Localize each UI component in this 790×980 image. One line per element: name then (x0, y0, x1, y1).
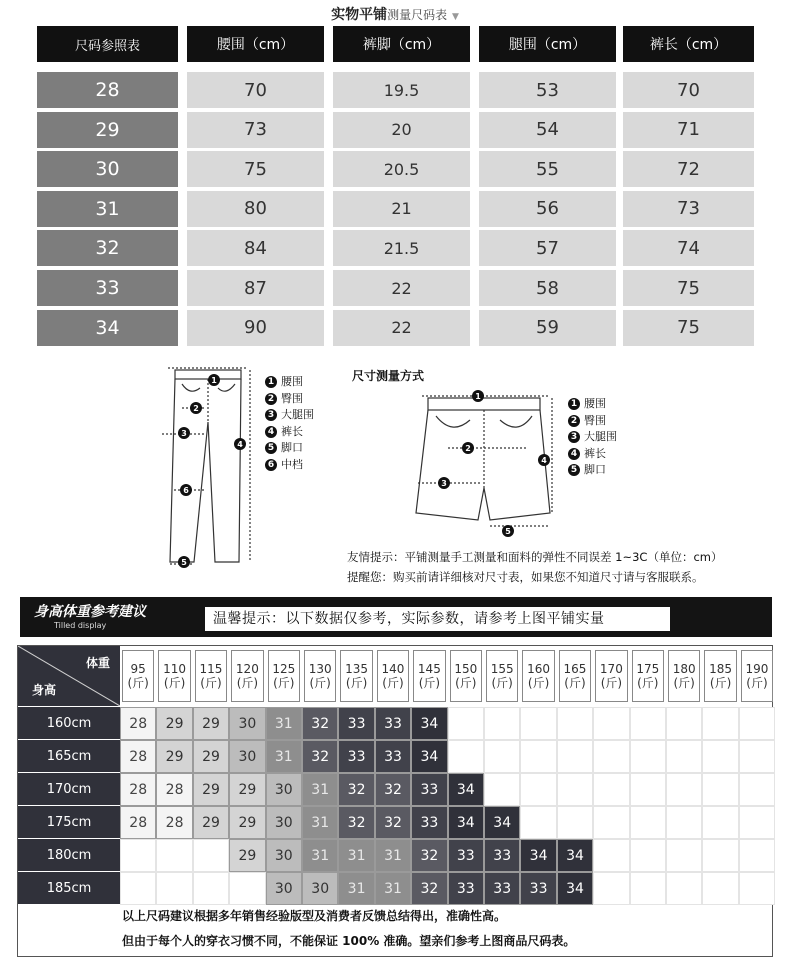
size-recommendation-cell: 29 (193, 806, 229, 839)
weight-value: 120 (235, 662, 259, 676)
weight-value: 140 (381, 662, 405, 676)
svg-text:1: 1 (211, 376, 217, 385)
weight-unit: (斤) (637, 676, 659, 690)
size-label-cell: 29 (37, 112, 178, 148)
empty-cell (666, 773, 702, 806)
weight-value: 115 (199, 662, 223, 676)
legend-label: 脚口 (281, 441, 303, 454)
weight-value: 155 (490, 662, 514, 676)
height-label-cell: 160cm (18, 707, 120, 740)
size-recommendation-cell: 32 (411, 872, 447, 905)
reminder-note: 提醒您：购买前请详细核对尺寸表，如果您不知道尺寸请与客服联系。 (347, 570, 704, 584)
table-corner (18, 646, 120, 706)
weight-value: 175 (636, 662, 660, 676)
weight-value: 190 (745, 662, 769, 676)
table-value-cell: 22 (333, 270, 470, 306)
size-recommendation-cell: 33 (338, 707, 374, 740)
empty-cell (702, 740, 738, 773)
weight-header-cell (704, 650, 736, 702)
size-label-cell: 33 (37, 270, 178, 306)
table-value-cell: 75 (623, 310, 754, 346)
size-recommendation-cell: 29 (229, 839, 265, 872)
weight-unit: (斤) (527, 676, 550, 690)
legend-label: 中档 (281, 457, 303, 471)
weight-header-cell (195, 650, 227, 702)
table-value-cell: 59 (479, 310, 616, 346)
weight-unit: (斤) (491, 676, 513, 690)
size-recommendation-cell: 32 (302, 707, 338, 740)
empty-cell (593, 707, 629, 740)
size-recommendation-cell: 32 (375, 806, 411, 839)
legend-number-icon: 4 (568, 448, 580, 460)
size-recommendation-cell: 33 (520, 872, 556, 905)
weight-header-cell (122, 650, 154, 702)
empty-cell (557, 773, 593, 806)
table-value-cell: 20 (333, 112, 470, 148)
size-recommendation-cell: 31 (375, 839, 411, 872)
table-value-cell: 70 (623, 72, 754, 108)
legend-item (568, 446, 617, 463)
shorts-caption: 尺寸测量方式 (352, 369, 425, 383)
table-value-cell: 53 (479, 72, 616, 108)
size-recommendation-cell: 34 (484, 806, 520, 839)
weight-header-cell (486, 650, 518, 702)
weight-unit: (斤) (418, 676, 441, 690)
size-recommendation-cell: 31 (266, 740, 302, 773)
size-recommendation-cell: 34 (557, 839, 593, 872)
size-recommendation-cell: 33 (411, 773, 447, 806)
legend-number-icon: 1 (568, 398, 580, 410)
table-value-cell: 75 (187, 151, 324, 187)
empty-cell (484, 707, 520, 740)
empty-cell (739, 773, 775, 806)
legend-number-icon: 3 (265, 409, 277, 421)
table-value-cell: 90 (187, 310, 324, 346)
empty-cell (156, 872, 192, 905)
weight-unit: (斤) (273, 676, 295, 690)
size-recommendation-cell: 32 (302, 740, 338, 773)
size-recommendation-cell: 33 (375, 740, 411, 773)
height-label-cell: 185cm (18, 872, 120, 905)
empty-cell (520, 707, 556, 740)
size-recommendation-cell: 28 (120, 806, 156, 839)
weight-unit: (斤) (455, 676, 477, 690)
weight-header-cell (158, 650, 190, 702)
empty-cell (557, 707, 593, 740)
size-recommendation-cell: 29 (229, 806, 265, 839)
size-recommendation-cell: 31 (302, 806, 338, 839)
size-recommendation-cell: 31 (375, 872, 411, 905)
table-value-cell: 73 (187, 112, 324, 148)
weight-unit: (斤) (673, 676, 695, 690)
weight-unit: (斤) (200, 676, 222, 690)
empty-cell (739, 707, 775, 740)
empty-cell (739, 740, 775, 773)
page-title (0, 4, 790, 24)
table-value-cell: 21 (333, 191, 470, 227)
size-recommendation-cell: 33 (448, 872, 484, 905)
empty-cell (193, 872, 229, 905)
empty-cell (702, 839, 738, 872)
size-recommendation-cell: 32 (338, 806, 374, 839)
size-recommendation-cell: 30 (266, 872, 302, 905)
legend-item (568, 413, 617, 430)
size-recommendation-cell: 33 (484, 872, 520, 905)
legend-label: 裤长 (281, 424, 303, 438)
size-recommendation-cell: 33 (375, 707, 411, 740)
weight-value: 145 (417, 662, 441, 676)
empty-cell (630, 806, 666, 839)
legend-item (568, 462, 617, 479)
size-label-cell: 30 (37, 151, 178, 187)
empty-cell (120, 839, 156, 872)
size-recommendation-cell: 28 (120, 773, 156, 806)
size-recommendation-cell: 34 (411, 740, 447, 773)
legend-item (265, 457, 314, 474)
empty-cell (229, 872, 265, 905)
weight-value: 170 (599, 662, 623, 676)
weight-value: 180 (672, 662, 696, 676)
weight-value: 160 (527, 662, 551, 676)
size-recommendation-cell: 28 (120, 707, 156, 740)
height-label-cell: 170cm (18, 773, 120, 806)
empty-cell (666, 707, 702, 740)
shorts-legend (568, 396, 617, 479)
legend-item (568, 429, 617, 446)
legend-item (265, 391, 314, 408)
size-recommendation-cell: 34 (557, 872, 593, 905)
svg-text:1: 1 (475, 392, 481, 401)
size-recommendation-cell: 28 (156, 806, 192, 839)
empty-cell (630, 872, 666, 905)
weight-header-cell (450, 650, 482, 702)
legend-item (265, 374, 314, 391)
table-value-cell: 55 (479, 151, 616, 187)
size-recommendation-cell: 34 (448, 773, 484, 806)
weight-unit: (斤) (564, 676, 586, 690)
banner-heading: 身高体重参考建议 (34, 604, 146, 620)
empty-cell (593, 806, 629, 839)
table-value-cell: 56 (479, 191, 616, 227)
empty-cell (666, 872, 702, 905)
legend-number-icon: 3 (568, 431, 580, 443)
legend-number-icon: 1 (265, 376, 277, 388)
empty-cell (739, 872, 775, 905)
legend-label: 腰围 (584, 397, 606, 410)
table-value-cell: 87 (187, 270, 324, 306)
weight-unit: (斤) (236, 676, 259, 690)
empty-cell (557, 806, 593, 839)
legend-number-icon: 2 (568, 415, 580, 427)
table-value-cell: 20.5 (333, 151, 470, 187)
empty-cell (630, 740, 666, 773)
weight-header-cell (632, 650, 664, 702)
corner-weight-label: 体重 (85, 656, 110, 670)
weight-header-cell (595, 650, 627, 702)
weight-header-cell (741, 650, 773, 702)
size-recommendation-cell: 32 (411, 839, 447, 872)
empty-cell (593, 839, 629, 872)
size-label-cell: 28 (37, 72, 178, 108)
size-recommendation-cell: 30 (266, 806, 302, 839)
weight-value: 130 (308, 662, 332, 676)
weight-unit: (斤) (345, 676, 368, 690)
size-label-cell: 32 (37, 230, 178, 266)
empty-cell (702, 773, 738, 806)
table-value-cell: 84 (187, 230, 324, 266)
table-header-cell: 腰围（cm） (187, 26, 324, 62)
empty-cell (520, 806, 556, 839)
empty-cell (484, 773, 520, 806)
weight-unit: (斤) (709, 676, 732, 690)
shorts-diagram (408, 388, 558, 543)
legend-number-icon: 2 (265, 393, 277, 405)
empty-cell (593, 740, 629, 773)
size-recommendation-cell: 32 (338, 773, 374, 806)
empty-cell (739, 806, 775, 839)
size-recommendation-cell: 31 (302, 839, 338, 872)
size-recommendation-cell: 33 (484, 839, 520, 872)
weight-value: 185 (709, 662, 733, 676)
weight-header-cell (340, 650, 372, 702)
weight-unit: (斤) (309, 676, 331, 690)
recommendation-banner (20, 597, 772, 637)
size-recommendation-cell: 31 (338, 839, 374, 872)
size-recommendation-cell: 32 (375, 773, 411, 806)
svg-text:3: 3 (181, 429, 187, 438)
size-recommendation-cell: 31 (338, 872, 374, 905)
empty-cell (448, 707, 484, 740)
weight-unit: (斤) (382, 676, 404, 690)
empty-cell (666, 839, 702, 872)
size-recommendation-cell: 29 (156, 740, 192, 773)
legend-label: 臀围 (281, 391, 303, 405)
size-recommendation-cell: 34 (448, 806, 484, 839)
size-recommendation-cell: 31 (302, 773, 338, 806)
weight-value: 165 (563, 662, 587, 676)
table-value-cell: 80 (187, 191, 324, 227)
table-value-cell: 74 (623, 230, 754, 266)
weight-header-cell (522, 650, 554, 702)
legend-label: 裤长 (584, 446, 606, 460)
weight-header-cell (304, 650, 336, 702)
legend-item (265, 407, 314, 424)
legend-item (568, 396, 617, 413)
table-value-cell: 71 (623, 112, 754, 148)
banner-tip: 温馨提示：以下数据仅参考，实际参数，请参考上图平铺实量 (205, 607, 670, 631)
size-recommendation-cell: 29 (193, 773, 229, 806)
weight-header-cell (231, 650, 263, 702)
weight-value: 150 (454, 662, 478, 676)
empty-cell (193, 839, 229, 872)
measurement-note: 友情提示：平铺测量手工测量和面料的弹性不同误差 1~3C（单位：cm） (347, 550, 723, 564)
size-label-cell: 31 (37, 191, 178, 227)
size-recommendation-cell: 29 (229, 773, 265, 806)
weight-unit: (斤) (746, 676, 768, 690)
empty-cell (666, 806, 702, 839)
height-label-cell: 175cm (18, 806, 120, 839)
empty-cell (520, 740, 556, 773)
weight-unit: (斤) (127, 676, 149, 690)
svg-text:4: 4 (541, 456, 547, 465)
empty-cell (630, 773, 666, 806)
svg-text:6: 6 (183, 486, 189, 495)
empty-cell (630, 839, 666, 872)
weight-header-cell (413, 650, 445, 702)
empty-cell (630, 707, 666, 740)
weight-value: 110 (163, 662, 187, 676)
svg-text:2: 2 (193, 404, 199, 413)
legend-label: 大腿围 (281, 408, 314, 421)
weight-value: 135 (345, 662, 369, 676)
empty-cell (156, 839, 192, 872)
empty-cell (702, 872, 738, 905)
empty-cell (702, 806, 738, 839)
weight-value: 125 (272, 662, 296, 676)
svg-text:5: 5 (181, 558, 187, 567)
empty-cell (593, 872, 629, 905)
legend-item (265, 424, 314, 441)
svg-text:4: 4 (237, 440, 243, 449)
weight-unit: (斤) (600, 676, 623, 690)
long-pants-legend (265, 374, 314, 473)
size-recommendation-cell: 33 (338, 740, 374, 773)
size-recommendation-cell: 33 (411, 806, 447, 839)
table-value-cell: 57 (479, 230, 616, 266)
table-value-cell: 72 (623, 151, 754, 187)
weight-header-cell (268, 650, 300, 702)
empty-cell (666, 740, 702, 773)
long-pants-diagram (160, 362, 260, 577)
svg-text:2: 2 (465, 444, 471, 453)
table-header-cell: 尺码参照表 (37, 26, 178, 62)
banner-subheading: Tilled display (54, 621, 107, 630)
svg-text:3: 3 (441, 479, 447, 488)
weight-value: 95 (130, 662, 146, 676)
size-recommendation-cell: 33 (448, 839, 484, 872)
size-recommendation-cell: 28 (120, 740, 156, 773)
size-recommendation-cell: 30 (266, 773, 302, 806)
size-recommendation-cell: 29 (156, 707, 192, 740)
table-value-cell: 54 (479, 112, 616, 148)
corner-height-label: 身高 (32, 683, 57, 697)
legend-number-icon: 5 (265, 442, 277, 454)
size-recommendation-cell: 29 (193, 707, 229, 740)
table-value-cell: 73 (623, 191, 754, 227)
size-recommendation-cell: 31 (266, 707, 302, 740)
table-value-cell: 22 (333, 310, 470, 346)
empty-cell (448, 740, 484, 773)
footer-line-1: 以上尺码建议根据多年销售经验版型及消费者反馈总结得出，准确性高。 (122, 909, 507, 923)
title-arrow-icon: ▼ (451, 12, 459, 22)
legend-item (265, 440, 314, 457)
table-value-cell: 70 (187, 72, 324, 108)
size-label-cell: 34 (37, 310, 178, 346)
table-header-cell: 裤脚（cm） (333, 26, 470, 62)
legend-number-icon: 4 (265, 426, 277, 438)
empty-cell (593, 773, 629, 806)
table-value-cell: 75 (623, 270, 754, 306)
legend-label: 腰围 (281, 375, 303, 388)
empty-cell (739, 839, 775, 872)
footer-line-2: 但由于每个人的穿衣习惯不同，不能保证 100% 准确。望亲们参考上图商品尺码表。 (122, 934, 576, 948)
size-recommendation-cell: 28 (156, 773, 192, 806)
size-recommendation-cell: 30 (229, 707, 265, 740)
svg-text:5: 5 (505, 527, 511, 536)
table-value-cell: 58 (479, 270, 616, 306)
legend-label: 大腿围 (584, 430, 617, 443)
size-recommendation-cell: 30 (229, 740, 265, 773)
legend-label: 臀围 (584, 413, 606, 427)
weight-header-cell (377, 650, 409, 702)
legend-number-icon: 5 (568, 464, 580, 476)
empty-cell (702, 707, 738, 740)
height-label-cell: 165cm (18, 740, 120, 773)
size-recommendation-cell: 30 (266, 839, 302, 872)
weight-header-cell (559, 650, 591, 702)
legend-number-icon: 6 (265, 459, 277, 471)
empty-cell (120, 872, 156, 905)
table-value-cell: 19.5 (333, 72, 470, 108)
title-sub: 测量尺码表 (387, 8, 448, 22)
empty-cell (557, 740, 593, 773)
size-recommendation-cell: 34 (520, 839, 556, 872)
legend-label: 脚口 (584, 463, 606, 476)
table-value-cell: 21.5 (333, 230, 470, 266)
title-main: 实物平铺 (331, 7, 388, 23)
table-header-cell: 腿围（cm） (479, 26, 616, 62)
table-header-cell: 裤长（cm） (623, 26, 754, 62)
weight-unit: (斤) (163, 676, 186, 690)
size-recommendation-cell: 29 (193, 740, 229, 773)
size-recommendation-cell: 30 (302, 872, 338, 905)
empty-cell (520, 773, 556, 806)
height-label-cell: 180cm (18, 839, 120, 872)
empty-cell (484, 740, 520, 773)
weight-header-cell (668, 650, 700, 702)
size-recommendation-cell: 34 (411, 707, 447, 740)
